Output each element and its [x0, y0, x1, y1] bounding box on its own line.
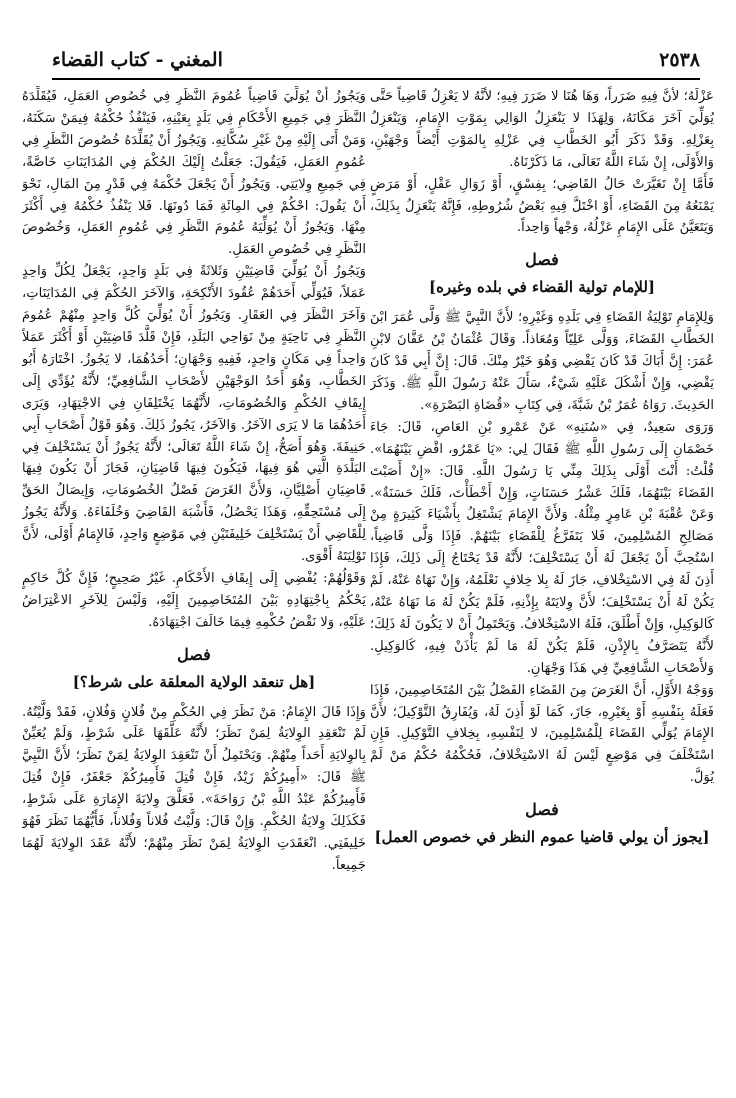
section-label: فصل [525, 250, 559, 270]
left-column [22, 86, 366, 1090]
paragraph: وَإِذَا قَالَ الإِمَامُ: مَنْ نَظَرَ فِي الحُكْمِ مِنْ فُلانٍ وَفُلانٍ، فَقَدْ وَلَّيْتُهُ. لَمْ تَنْعَقِدِ الوِلايَةُ لِمَنْ نَظَرَ؛ لأَنَّهُ عَلَّقَهَا عَلَى شَرْطٍ، وَلَمْ يُعَيِّنْ بِالوِلايَةِ أَحَداً مِنْهُمْ. وَيَحْتَمِلُ أَنْ تَنْعَقِدَ الوِلايَةُ لِمَنْ نَظَرَ؛ لأَنَّ النَّبِيَّ ﷺ قَالَ: «أَمِيرُكُمْ زَيْدٌ، فَإِنْ قُتِلَ فَأَمِيرُكُمْ جَعْفَرٌ، فَإِنْ قُتِلَ فَأَمِيرُكُمْ عَبْدُ اللَّهِ بْنُ رَوَاحَةَ». فَعَلَّقَ وِلايَةَ الإِمَارَةِ عَلَى شَرْطٍ، فَكَذَلِكَ وِلايَةُ الحُكْمِ. وَإِنْ قَالَ: وَلَّيْتُ فُلاناً وَفُلاناً، فَأَيُّهُمَا نَظَرَ فَهُوَ خَلِيفَتِي. انْعَقَدَتِ الوِلايَةُ لِمَنْ نَظَرَ مِنْهُمْ؛ لأَنَّهُ عَقَدَ الوِلايَةَ لَهُمَا جَمِيعاً. [22, 704, 366, 873]
paragraph: عَزْلَهُ؛ لأنَّ فِيهِ ضَرَراً، وَهَا هُنَا لا ضَرَرَ فِيهِ؛ لأنَّهُ لا يَعْزِلُ قَاضِياً حَتَّى يُوَلِّيَ آخَرَ مَكَانَهُ، وَلِهَذَا لا يَنْعَزِلُ الوَالِي بِمَوْتِ الإِمَامِ، وَيَنْعَزِلُ بِعَزْلِهِ. وَقَدْ ذَكَرَ أَبُو الخَطَّابِ فِي عَزْلِهِ بِالمَوْتِ أَيْضاً وَجْهَيْنِ، وَالأَوْلَى، إِنْ شَاءَ اللَّهُ تَعَالَى، مَا ذَكَرْنَاهُ. [370, 89, 714, 170]
paragraph: وَلِلإِمَامِ تَوْلِيَةُ القَضَاءِ فِي بَلَدِهِ وَغَيْرِهِ؛ لأَنَّ النَّبِيَّ ﷺ وَلَّى عُمَرَ ابْنَ الخَطَّابِ القَضَاءَ، وَوَلَّى عَلِيّاً وَمُعَاذاً. وَقَالَ عُثْمَانُ بْنُ عَفَّانَ لابْنِ عُمَرَ: إِنَّ أَبَاكَ قَدْ كَانَ يَقْضِي وَهُوَ خَيْرٌ مِنْكَ. قَالَ: إِنَّ أَبِي قَدْ كَانَ يَقْضِي، وَإِنْ أَشْكَلَ عَلَيْهِ شَيْءٌ، سَأَلَ عَنْهُ رَسُولَ اللَّهِ ﷺ. وَذَكَرَ الحَدِيثَ. رَوَاهُ عُمَرُ بْنُ شَبَّةَ، فِي كِتَابِ «قُضَاةِ البَصْرَةِ». [370, 310, 714, 413]
paragraph: وَوَجْهُ الأَوَّلِ، أَنَّ الغَرَضَ مِنَ القَضَاءِ الفَصْلُ بَيْنَ المُتَخَاصِمِينَ، فَإِذَا فَعَلَهُ بِنَفْسِهِ أَوْ بِغَيْرِهِ، جَازَ، كَمَا لَوْ أَذِنَ لَهُ، وَيُفَارِقُ التَّوْكِيلَ؛ لأَنَّ الإِمَامَ يُوَلِّي القَضَاءَ لِلْمُسْلِمِينَ، لا لِنَفْسِهِ، بِخِلافِ التَّوْكِيلِ. فَإِنِ اسْتَخْلَفَ فِي مَوْضِعٍ لَيْسَ لَهُ الاسْتِخْلافُ، فَحُكْمُهُ حُكْمُ مَنْ لَمْ يُوَلَّ. [370, 682, 714, 786]
header-rule [52, 78, 700, 80]
section-heading: [هل تنعقد الولاية المعلقة على شرط؟] [72, 672, 316, 691]
running-title: المغني - كتاب القضاء [52, 49, 223, 71]
section-label: فصل [525, 800, 559, 820]
paragraph: وَقَوْلُهُمْ: يُفْضِي إِلَى إِيقَافِ الأَحْكَامِ. غَيْرُ صَحِيحٍ؛ فَإِنَّ كُلَّ حَاكِمٍ يَحْكُمُ بِاجْتِهَادِهِ بَيْنَ المُتَخَاصِمِينَ إِلَيْهِ، وَلَيْسَ لِلآخَرِ الاعْتِرَاضُ عَلَيْهِ، وَلا نَقْضُ حُكْمِهِ فِيمَا خَالَفَ اجْتِهَادَهُ. [22, 570, 366, 630]
section-label: فصل [177, 644, 211, 664]
running-header [52, 46, 700, 74]
paragraph: وَرَوَى سَعِيدٌ، فِي «سُنَنِهِ» عَنْ عَمْرِو بْنِ العَاصِ، قَالَ: جَاءَ خَصْمَانِ إِلَى رَسُولِ اللَّهِ ﷺ فَقَالَ لِي: «يَا عَمْرُو، اقْضِ بَيْنَهُمَا». قُلْتُ: أَنْتَ أَوْلَى بِذَلِكَ مِنِّي يَا رَسُولَ اللَّهِ. قَالَ: «إِنْ أَصَبْتَ القَضَاءَ بَيْنَهُمَا، فَلَكَ عَشْرُ حَسَنَاتٍ، وَإِنْ أَخْطَأْتَ، فَلَكَ حَسَنَةٌ». وَعَنْ عُقْبَةَ بْنِ عَامِرٍ مِثْلُهُ. وَلأَنَّ الإِمَامَ يَشْتَغِلُ بِأَشْيَاءَ كَثِيرَةٍ مِنْ مَصَالِحِ المُسْلِمِينَ، فَلا يَتَفَرَّغُ لِلْقَضَاءِ بَيْنَهُمْ. فَإِذَا وَلَّى قَاضِياً، اسْتُحِبَّ أَنْ يَجْعَلَ لَهُ أَنْ يَسْتَخْلِفَ؛ لأَنَّهُ قَدْ يَحْتَاجُ إِلَى ذَلِكَ، فَإِذَا أَذِنَ لَهُ فِي الاسْتِخْلافِ، جَازَ لَهُ بِلا خِلافٍ نَعْلَمُهُ، وَإِنْ نَهَاهُ عَنْهُ، لَمْ يَكُنْ لَهُ أَنْ يَسْتَخْلِفَ؛ لأَنَّ وِلايَتَهُ بِإِذْنِهِ، فَلَمْ يَكُنْ لَهُ مَا نَهَاهُ عَنْهُ، كَالوَكِيلِ، وَإِنْ أَطْلَقَ، فَلَهُ الاسْتِخْلافُ. وَيَحْتَمِلُ أَنْ لا يَكُونَ لَهُ ذَلِكَ؛ لأَنَّهُ يَتَصَرَّفُ بِالإِذْنِ، فَلَمْ يَكُنْ لَهُ مَا لَمْ يَأْذَنْ فِيهِ، كَالوَكِيلِ. وَلأَصْحَابِ الشَّافِعِيِّ فِي هَذَا وَجْهَانِ. [370, 419, 714, 676]
page-number: ٢٥٣٨ [659, 49, 700, 71]
paragraph: فَأَمَّا إِنْ تَغَيَّرَتْ حَالُ القَاضِي؛ بِفِسْقٍ، أَوْ زَوَالِ عَقْلٍ، أَوْ مَرَضٍ يَمْنَعُهُ مِنَ القَضَاءِ، أَوْ اخْتَلَّ فِيهِ بَعْضُ شُرُوطِهِ، فَإِنَّهُ يَنْعَزِلُ بِذَلِكَ، وَيَتَعَيَّنُ عَلَى الإِمَامِ عَزْلُهُ، وَجْهاً وَاحِداً. [370, 176, 714, 236]
section-heading: [يجوز أن يولي قاضيا عموم النظر في خصوص العمل] [374, 828, 710, 847]
paragraph: وَيَجُوزُ أَنْ يُوَلِّيَ قَاضِيَيْنِ وَثَلاثَةً فِي بَلَدٍ وَاحِدٍ، يَجْعَلُ لِكُلِّ وَاحِدٍ عَمَلاً، فَيُوَلِّي أَحَدَهُمْ عُقُودَ الأَنْكِحَةِ، وَالآخَرَ الحُكْمَ فِي المُدَايَنَاتِ، وَآخَرَ النَّظَرَ فِي العَقَارِ. وَيَجُوزُ أَنْ يُوَلِّيَ كُلَّ وَاحِدٍ مِنْهُمْ عُمُومَ النَّظَرِ فِي نَاحِيَةٍ مِنْ نَوَاحِي البَلَدِ، فَإِنْ قَلَّدَ قَاضِيَيْنِ أَوْ أَكْثَرَ عَمَلاً وَاحِداً فِي مَكَانٍ وَاحِدٍ، فَفِيهِ وَجْهَانِ؛ أَحَدُهُمَا، لا يَجُوزُ. اخْتَارَهُ أَبُو الخَطَّابِ، وَهُوَ أَحَدُ الوَجْهَيْنِ لأَصْحَابِ الشَّافِعِيِّ؛ لأَنَّهُ يُؤَدِّي إِلَى إِيقَافِ الحُكْمِ وَالخُصُومَاتِ، لأَنَّهُمَا يَخْتَلِفَانِ فِي الاجْتِهَادِ، وَيَرَى أَحَدُهُمَا مَا لا يَرَى الآخَرُ. وَالآخَرُ، يَجُوزُ ذَلِكَ. وَهُوَ قَوْلُ أَصْحَابِ أَبِي حَنِيفَةَ. وَهُوَ أَصَحُّ، إِنْ شَاءَ اللَّهُ تَعَالَى؛ لأَنَّهُ يَجُوزُ أَنْ يَسْتَخْلِفَ فِي البَلْدَةِ الَّتِي هُوَ فِيهَا، فَيَكُونَ فِيهَا قَاضِيَانِ، فَجَازَ أَنْ يَكُونَ فِيهَا قَاضِيَانِ أَصْلِيَّانِ، وَلأَنَّ الغَرَضَ فَصْلُ الخُصُومَاتِ، وَإِيصَالُ الحَقِّ إِلَى مُسْتَحِقِّهِ، وَهَذَا يَحْصُلُ، فَأَشْبَهَ القَاضِيَ وَخُلَفَاءَهُ. وَلأَنَّهُ يَجُوزُ لِلْقَاضِي أَنْ يَسْتَخْلِفَ خَلِيفَتَيْنِ فِي مَوْضِعٍ وَاحِدٍ، فَالإِمَامُ أَوْلَى، لأَنَّ تَوْلِيَتَهُ أَقْوَى. [22, 264, 366, 565]
paragraph: وَيَجُوزُ أَنْ يُوَلِّيَ قَاضِياً عُمُومَ النَّظَرِ فِي خُصُوصِ العَمَلِ، فَيُقَلِّدَهُ النَّظَرَ فِي جَمِيعِ الأَحْكَامِ فِي بَلَدٍ بِعَيْنِهِ، فَيَنْفُذُ حُكْمُهُ فِيمَنْ سَكَنَهُ، وَمَنْ أَتَى إِلَيْهِ مِنْ غَيْرِ سُكَّانِهِ. وَيَجُوزُ أَنْ يُقَلِّدَهُ خُصُوصَ النَّظَرِ فِي عُمُومِ العَمَلِ، فَيَقُولَ: جَعَلْتُ إِلَيْكَ الحُكْمَ فِي المُدَايَنَاتِ خَاصَّةً، فِي جَمِيعِ وِلايَتِي. وَيَجُوزُ أَنْ يَجْعَلَ حُكْمَهُ فِي قَدْرٍ مِنَ المَالِ، نَحْوَ أَنْ يَقُولَ: احْكُمْ فِي المِائَةِ فَمَا دُونَهَا. فَلا يَنْفُذُ حُكْمُهُ فِي أَكْثَرَ مِنْهَا. وَيَجُوزُ أَنْ يُوَلِّيَهُ عُمُومَ النَّظَرِ فِي عُمُومِ العَمَلِ، وَخُصُوصَ النَّظَرِ فِي خُصُوصِ العَمَلِ. [22, 89, 366, 258]
right-column [370, 86, 714, 1090]
section-heading: [للإمام تولية القضاء في بلده وغيره] [428, 278, 656, 297]
